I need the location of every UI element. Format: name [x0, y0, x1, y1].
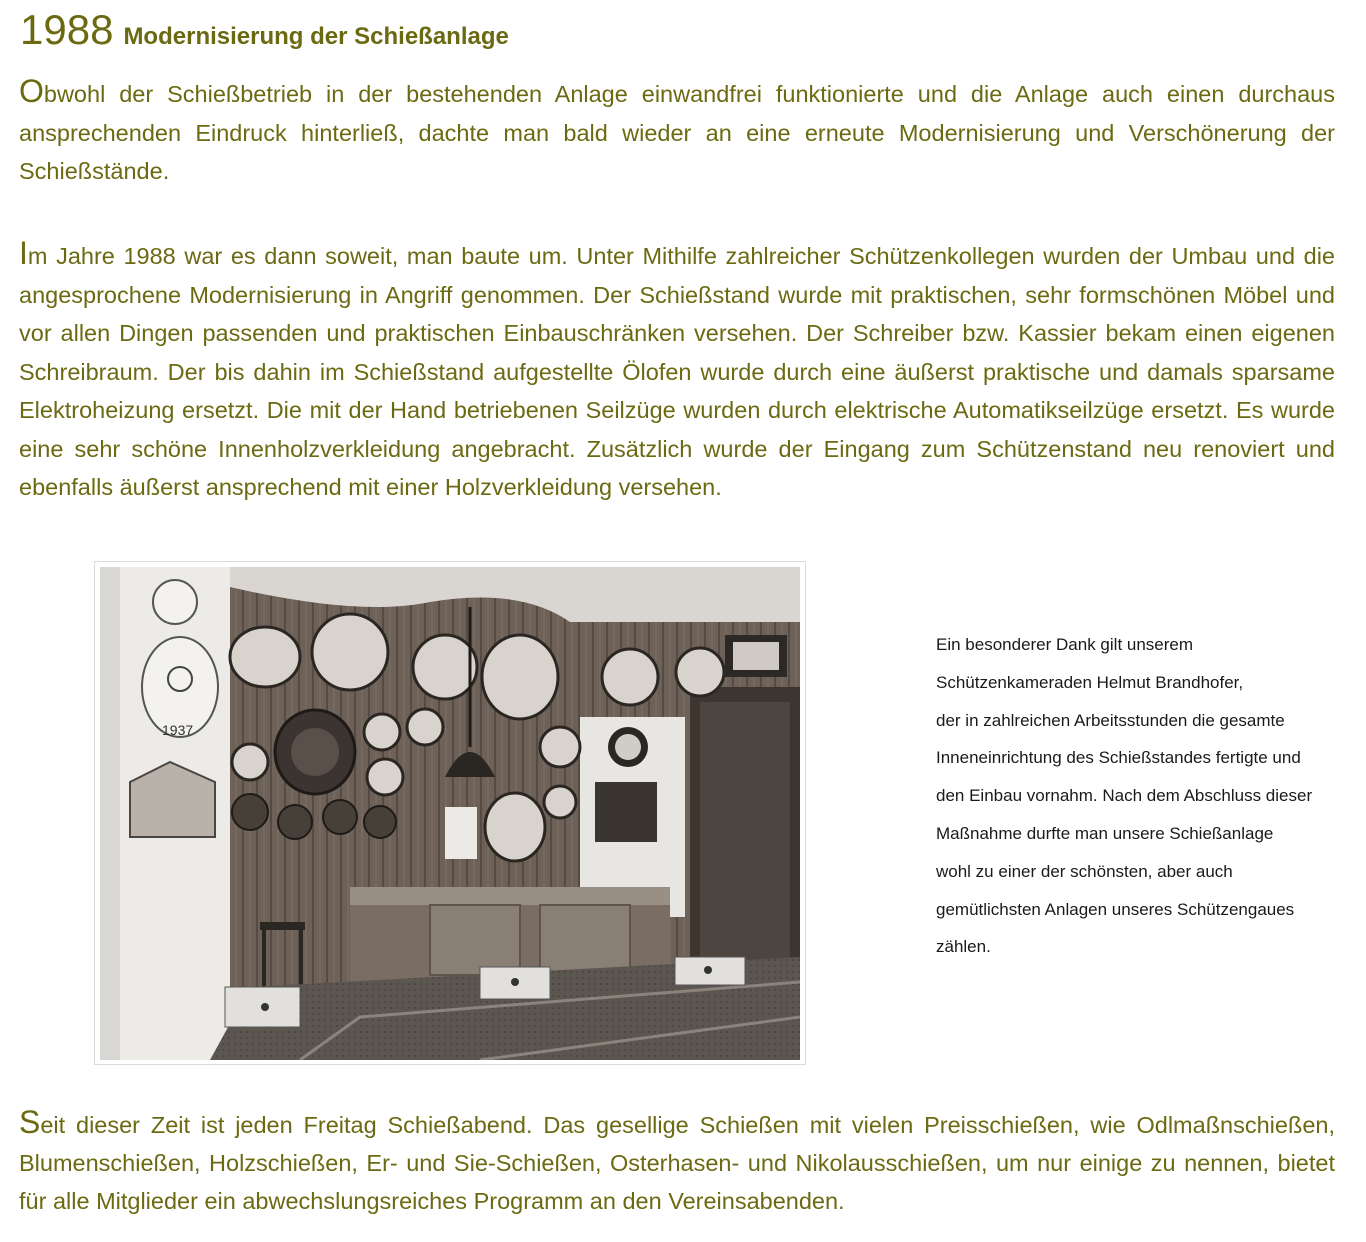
caption-line: der in zahlreichen Arbeitsstunden die gesamte — [936, 710, 1285, 730]
paragraph-text: m Jahre 1988 war es dann soweit, man baute um. Unter Mithilfe zahlreicher Schützenkollegen wurden der Umbau und die angesprochene Modernisierung in Angriff genommen. Der Schießstand wurde mit praktischen, sehr formschönen Möbel und vor allen Dingen passenden und praktischen Einbauschränken versehen. Der Schreiber bzw. Kassier bekam einen eigenen Schreibraum. Der bis dahin im Schießstand aufgestellte Ölofen wurde durch eine äußerst praktische und damals sparsame Elektroheizung ersetzt. Die mit der Hand betriebenen Seilzüge wurden durch elektrische Automatikseilzüge ersetzt. Es wurde eine sehr schöne Innenholzverkleidung angebracht. Zusätzlich wurde der Eingang zum Schützenstand neu renoviert und ebenfalls äußerst ansprechend mit einer Holzverkleidung versehen. — [19, 243, 1335, 500]
paragraph-renovation — [19, 234, 1335, 507]
drop-initial: S — [19, 1104, 41, 1140]
heading-title: Modernisierung der Schießanlage — [123, 23, 509, 50]
paragraph-weekly — [19, 1103, 1335, 1220]
paragraph-intro — [19, 72, 1335, 191]
caption-line: Schützenkameraden Helmut Brandhofer, — [936, 672, 1244, 692]
section-heading — [20, 6, 509, 54]
photo-caption — [936, 626, 1346, 966]
drop-initial: I — [19, 235, 28, 271]
caption-line: den Einbau vornahm. Nach dem Abschluss dieser — [936, 786, 1313, 806]
plaque-year: 1937 — [162, 722, 194, 738]
caption-line: wohl zu einer der schönsten, aber auch — [936, 861, 1233, 881]
shooting-range-photo — [94, 561, 806, 1065]
heading-year: 1988 — [20, 6, 114, 53]
caption-line: zählen. — [936, 937, 991, 957]
paragraph-text: eit dieser Zeit ist jeden Freitag Schießabend. Das gesellige Schießen mit vielen Preisschießen, wie Odlmaßnschießen, Blumenschießen, Holzschießen, Er- und Sie-Schießen, Osterhasen- und Nikolausschießen, um nur einige zu nennen, bietet für alle Mitglieder ein abwechslungsreiches Programm an den Vereinsabenden. — [19, 1112, 1335, 1214]
caption-line: gemütlichsten Anlagen unseres Schützengaues — [936, 899, 1295, 919]
caption-line: Ein besonderer Dank gilt unserem — [936, 635, 1194, 654]
paragraph-text: bwohl der Schießbetrieb in der bestehenden Anlage einwandfrei funktionierte und die Anlage auch einen durchaus ansprechenden Eindruck hinterließ, dachte man bald wieder an eine erneute Modernisierung und Verschönerung der Schießstände. — [19, 81, 1335, 184]
shooting-range-photo-drawing — [100, 567, 800, 1060]
caption-line: Maßnahme durfte man unsere Schießanlage — [936, 823, 1274, 843]
drop-initial: O — [19, 73, 44, 109]
caption-line: Inneneinrichtung des Schießstandes fertigte und — [936, 748, 1301, 768]
